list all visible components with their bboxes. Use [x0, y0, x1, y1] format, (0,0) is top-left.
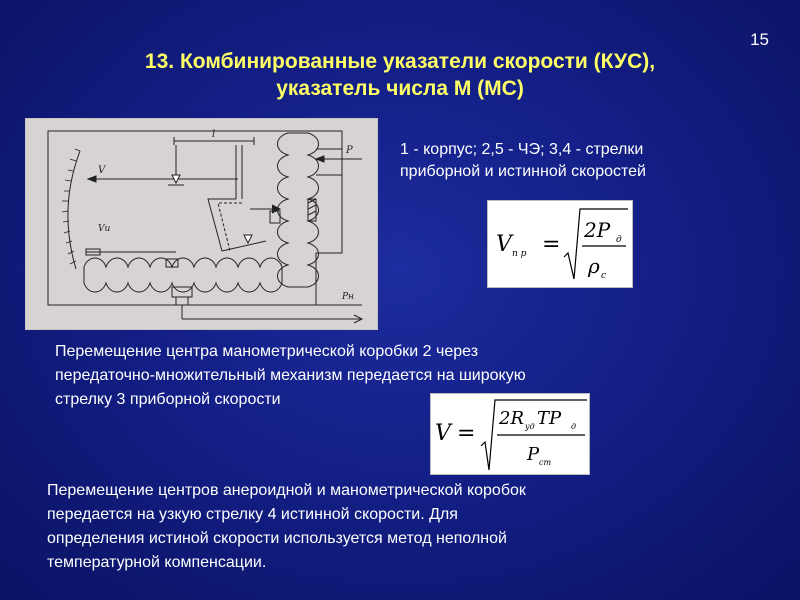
mechanism-drawing	[26, 119, 379, 331]
f1-num: 2P	[584, 218, 611, 242]
figure-caption	[400, 139, 780, 183]
title-line-1: 13. Комбинированные указатели скорости (КУС),	[144, 50, 656, 73]
f2-num-mid: TP	[537, 408, 562, 429]
f1-lhs-sub: п р	[512, 249, 527, 259]
formula-true-airspeed	[430, 393, 590, 475]
lever	[208, 199, 236, 251]
caption-line-1: 1 - корпус; 2,5 - ЧЭ; 3,4 - стрелки	[400, 141, 644, 158]
label-p: P	[346, 145, 353, 156]
paragraph-true-speed	[47, 479, 747, 575]
manometric-capsule-stack	[278, 133, 319, 287]
label-v: V	[98, 165, 106, 176]
para1-line-2: передаточно-множительный механизм передается на широкую	[55, 367, 526, 384]
paragraph-indicated-speed	[55, 340, 735, 412]
pointer-v-head	[88, 176, 96, 182]
f2-num-sub1: уд	[525, 422, 535, 431]
f1-num-sub: д	[616, 235, 622, 245]
f2-lhs: V	[435, 421, 451, 446]
label-pn: Pн	[342, 292, 354, 302]
formula-indicated-airspeed	[487, 200, 633, 288]
f2-num-sub2: д	[571, 422, 577, 431]
para2-line-2: передается на узкую стрелку 4 истинной скорости. Для	[47, 506, 458, 523]
housing-outline	[48, 131, 342, 305]
slide-number: 15	[750, 30, 769, 49]
title-line-2: указатель числа М (МС)	[276, 77, 524, 100]
caption-line-2: приборной и истинной скоростей	[400, 163, 646, 180]
f1-lhs: V	[496, 232, 512, 257]
para1-line-3: стрелку 3 приборной скорости	[55, 391, 281, 408]
para2-line-4: температурной компенсации.	[47, 554, 267, 571]
f2-den: P	[527, 444, 540, 465]
f1-den: ρ	[588, 254, 600, 278]
label-l: l	[212, 129, 216, 140]
para1-line-1: Перемещение центра манометрической коробки 2 через	[55, 343, 479, 360]
label-vi: Vи	[98, 224, 111, 234]
f2-den-sub: ст	[539, 458, 552, 467]
slide-title	[40, 48, 760, 102]
para2-line-3: определения истиной скорости используется метод неполной	[47, 530, 507, 547]
f2-num: 2R	[499, 408, 525, 429]
f1-den-sub: c	[601, 271, 607, 281]
f1-eq: =	[542, 232, 561, 257]
mechanism-diagram	[25, 118, 378, 330]
para2-line-1: Перемещение центров анероидной и манометрической коробок	[47, 482, 526, 499]
f2-eq: =	[457, 421, 476, 446]
